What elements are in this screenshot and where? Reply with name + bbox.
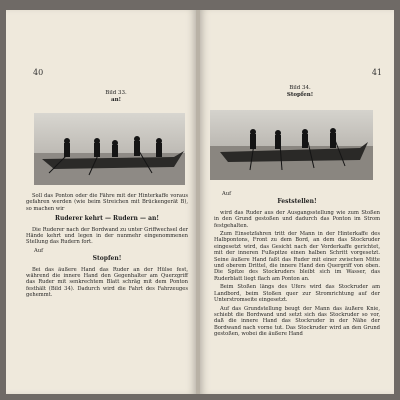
photo-image-right — [210, 110, 373, 180]
left-paragraph-3: Bei das äußere Hand das Ruder an der Hülse fest, während die innere Hand den Gegenhalter am Querzgriff das Ruder mit senkrechtem Blatt schräg mit dem Ponton festhält (Bild 34). Dadurch wird die Fahrt des Fahrzeuges gehemmt. — [26, 266, 188, 299]
figure-caption-left — [46, 90, 186, 104]
right-auf-label: Auf — [222, 191, 232, 197]
left-paragraph-2: Die Ruderer nach der Bordwand zu unter Griffwechsel der Hände kehrt und legen in der nunmehr eingenommenen Stellung das Rudern fort. — [26, 226, 188, 246]
figure-number-left: Bild 33. — [105, 90, 127, 96]
figure-number-right: Bild 34. — [289, 85, 311, 91]
figure-subcaption-left: an! — [111, 97, 121, 103]
left-paragraph-1: Soll das Ponton oder die Fähre mit der Hinterkaffe voraus gefahren werden (wie beim Streichen mit Brückengerät B), so machen wir — [26, 193, 188, 212]
left-text-body — [26, 193, 188, 301]
page-number-right: 41 — [371, 68, 382, 77]
right-command: Feststellen! — [277, 198, 317, 206]
photo-ponton-stopping — [210, 110, 373, 180]
left-command-1: Ruderer kehrt — Rudern — an! — [55, 215, 159, 223]
left-command-2: Stopfen! — [92, 255, 122, 263]
right-paragraph-1: wird das Ruder aus der Ausgangsstellung wie zum Stoßen in den Grund gestoßen und dadurch das Ponton im Strom festgehalten. — [214, 209, 380, 229]
right-page — [200, 10, 394, 394]
figure-subcaption-right: Stopfen! — [286, 92, 314, 98]
book-spread — [6, 10, 394, 394]
right-text-body — [214, 190, 380, 340]
photo-image-left — [34, 113, 185, 185]
right-paragraph-2: Zum Einsetzfahren tritt der Mann in der Hinterkaffe des Halbpontons, Front zu dem Bord, an dem das Stockruder eingesetzt wird, das Gesicht nach der Vorderkaffe gerichtet, mit der inneren Fußspitze einen halben Schritt vorgesetzt. Seine äußere Hand faßt das Ruder mit einer zwischen Mitte und oberem Drittel, die innere Hand den Quergriff von oben. Die Spitze des Stockruders bleibt sich im Wasser, das Ruderblatt liegt flach am Ponton an. — [214, 231, 380, 282]
page-number-left: 40 — [33, 68, 44, 77]
left-auf-label: Auf — [34, 247, 44, 254]
photo-ponton-rowing — [34, 113, 185, 185]
right-paragraph-4: Auf das Grundstellung beugt der Mann das äußere Knie, schiebt die Bordwand und setzt sich das Stockruder so vor, daß die innere Hand das Stockruder in der Nähe der Bordwand nach vorne tut. Das Stockruder wird an den Grund gestoßen, wobei die äußere Hand — [214, 305, 380, 338]
figure-caption-right — [240, 85, 360, 99]
left-page — [6, 10, 196, 394]
right-paragraph-3: Beim Stoßen längs des Ufers wird das Stockruder am Landbord, beim Stoßen quer zur Stromrichtung auf der Unterstromseite eingesetzt. — [214, 284, 380, 304]
